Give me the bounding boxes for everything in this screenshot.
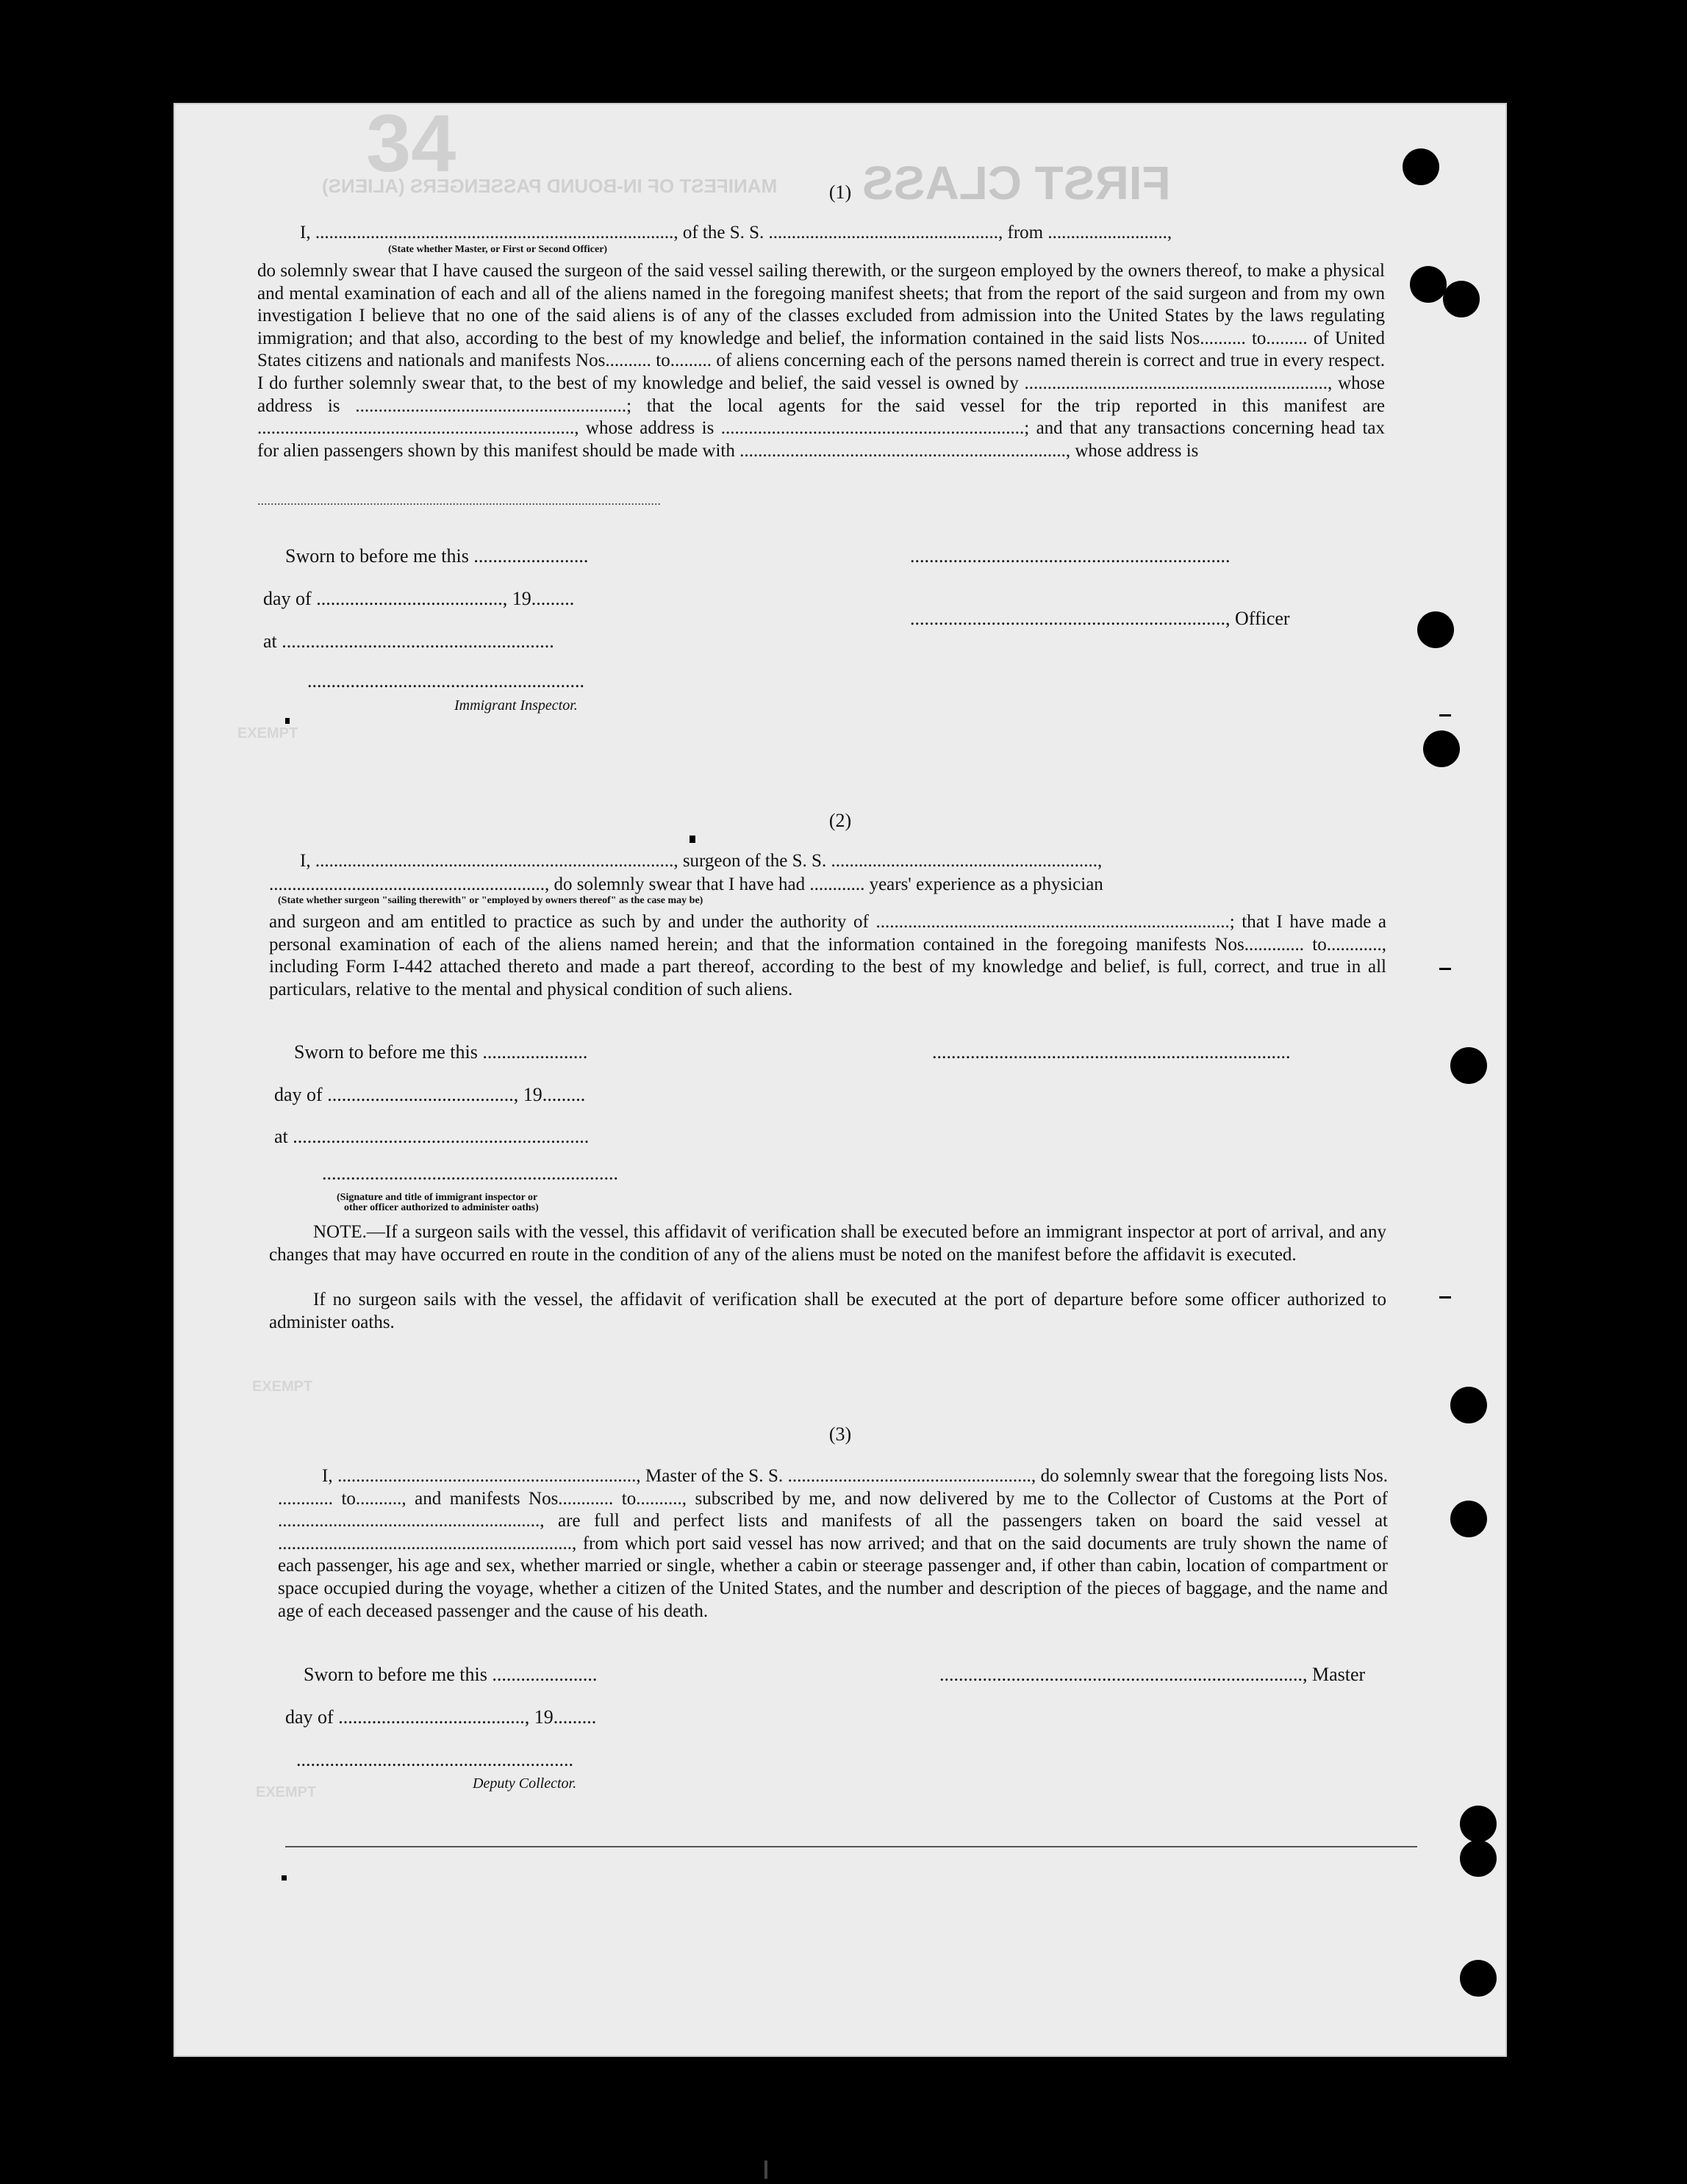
note-label: NOTE. [313, 1222, 367, 1242]
section-3-oath-paragraph: I, ................................................................., Master of the S. S. ....................................................., do solemnly swear that the foregoing lists Nos. ............ to.........., and manifests Nos............ to.........., subscribed by me, and now delivered by me to the Collector of Customs at the Port of ........................................................., are full and perfect lists and manifests of all the passengers taken on board the said vessel at ................................................................, from which port said vessel has now arrived; and that on the said documents are truly shown the name of each passenger, his age and sex, whether married or single, whether a cabin or steerage passenger and, if other than cabin, location of compartment or space occupied during the voyage, whether a citizen of the United States, and the number and description of the pieces of baggage, and the name and age of each deceased passenger and the cause of his death. [278, 1466, 1388, 1621]
punch-hole [1450, 1047, 1487, 1084]
punch-hole [1410, 266, 1447, 303]
punch-hole [1417, 611, 1454, 648]
section-3-sworn: Sworn to before me this ...................... [304, 1664, 598, 1685]
section-2-sworn: Sworn to before me this ...................... [294, 1041, 588, 1063]
section-1-sworn: Sworn to before me this ........................ [285, 545, 589, 567]
section-2-caption: (State whether surgeon "sailing therewith" or "employed by owners thereof" as the case may be) [278, 895, 703, 906]
section-1-officer-line: ................................................................... [910, 545, 1231, 567]
ghost-number: 34 [366, 98, 456, 189]
punch-hole [1450, 1387, 1487, 1423]
section-1-line: I, .............................................................................., of the S. S. .................................................., from .........................., [300, 223, 1172, 243]
ghost-first-class: FIRST CLASS [862, 157, 1171, 209]
section-2-note [269, 1221, 1386, 1266]
manifest-page [173, 98, 1507, 2057]
section-1-trailing-line: .......................................................................................................................... [257, 493, 661, 508]
edge-mark [1439, 714, 1451, 716]
section-2-line-1: I, .............................................................................., surgeon of the S. S. .........................................................., [300, 851, 1103, 871]
punch-hole [1460, 1840, 1497, 1877]
section-2-line-2: ............................................................, do solemnly swear that I have had ............ years' experience as a physician [269, 874, 1103, 894]
section-2-sig-caption-1: (Signature and title of immigrant inspector or [337, 1192, 538, 1203]
punch-hole [1443, 281, 1480, 317]
punch-hole [1450, 1501, 1487, 1537]
film-artifact [764, 2160, 767, 2179]
section-3-number: (3) [828, 1423, 852, 1445]
section-2-sig-line: .............................................................. [322, 1163, 618, 1184]
section-2-officer-line: ........................................................................... [932, 1041, 1291, 1063]
section-1-number: (1) [828, 182, 852, 203]
section-1-oath-paragraph: do solemnly swear that I have caused the surgeon of the said vessel sailing therewith, or the surgeon employed by the owners thereof, to make a physical and mental examination of each and all of the aliens named in the foregoing manifest sheets; that from the report of the said surgeon and from my own investigation I believe that no one of the said aliens is of any of the classes excluded from admission into the United States by the laws regulating immigration; and that also, according to the best of my knowledge and belief, the information contained in the said lists Nos.......... to......... of United States citizens and nationals and manifests Nos.......... to......... of aliens concerning each of the persons named therein is correct and true in every respect. I do further solemnly swear that, to the best of my knowledge and belief, the said vessel is owned by .................................................................., whose address is ...........................................................; that the local agents for the said vessel for the trip reported in this manifest are ....................................................................., whose address is ..................................................................; and that any transactions concerning head tax for alien passengers shown by this manifest should be made with ......................................................................., whose address is [257, 261, 1385, 461]
section-2-at: at .............................................................. [274, 1126, 590, 1147]
ink-dot [282, 1875, 287, 1881]
section-3-sig-caption: Deputy Collector. [473, 1775, 577, 1792]
section-1-officer-signature: .................................................................., Officer [910, 608, 1290, 629]
ghost-exempt-1: EXEMPT [237, 725, 298, 741]
ink-dot [690, 836, 695, 843]
section-3-master-signature: ............................................................................, Master [939, 1664, 1366, 1685]
punch-hole [1423, 730, 1460, 767]
section-3-sig-line: .......................................................... [296, 1749, 573, 1770]
section-2-number: (2) [828, 810, 852, 831]
section-2-sig-caption-2: other officer authorized to administer oaths) [344, 1202, 539, 1213]
punch-hole [1403, 148, 1439, 185]
edge-mark [1439, 1296, 1451, 1298]
section-1-caption: (State whether Master, or First or Second Officer) [388, 244, 608, 255]
section-1-day: day of ......................................., 19......... [263, 588, 575, 609]
section-2-oath-paragraph: and surgeon and am entitled to practice as such by and under the authority of .............................................................................; that I have made a personal examination of each of the aliens named herein; and that the information contained in the foregoing manifests Nos............. to............, including Form I-442 attached thereto and made a part thereof, according to the best of my knowledge and belief, is full, correct, and true in all particulars, relative to the mental and physical condition of such aliens. [269, 912, 1386, 999]
punch-hole [1460, 1806, 1497, 1842]
edge-mark [1439, 968, 1451, 970]
section-1-at: at ......................................................... [263, 631, 554, 652]
ink-dot [285, 718, 290, 724]
section-3-day: day of ......................................., 19......... [285, 1706, 597, 1728]
section-1-sig-line: .......................................................... [307, 670, 584, 692]
ghost-exempt-3: EXEMPT [256, 1784, 317, 1800]
bottom-rule [285, 1846, 1417, 1847]
punch-hole [1460, 1960, 1497, 1997]
section-1-sig-caption: Immigrant Inspector. [454, 697, 578, 714]
section-2-note-2: If no surgeon sails with the vessel, the affidavit of verification shall be executed at the port of departure before some officer authorized to administer oaths. [269, 1290, 1386, 1332]
ghost-manifest-header: MANIFEST OF IN-BOUND PASSENGERS (ALIENS) [322, 175, 778, 197]
note-text-1: —If a surgeon sails with the vessel, this affidavit of verification shall be executed before an immigrant inspector at port of arrival, and any changes that may have occurred en route in the condition of any of the aliens must be noted on the manifest before the affidavit is executed. [269, 1222, 1386, 1265]
section-2-day: day of ......................................., 19......... [274, 1084, 586, 1105]
ghost-exempt-2: EXEMPT [252, 1379, 313, 1395]
